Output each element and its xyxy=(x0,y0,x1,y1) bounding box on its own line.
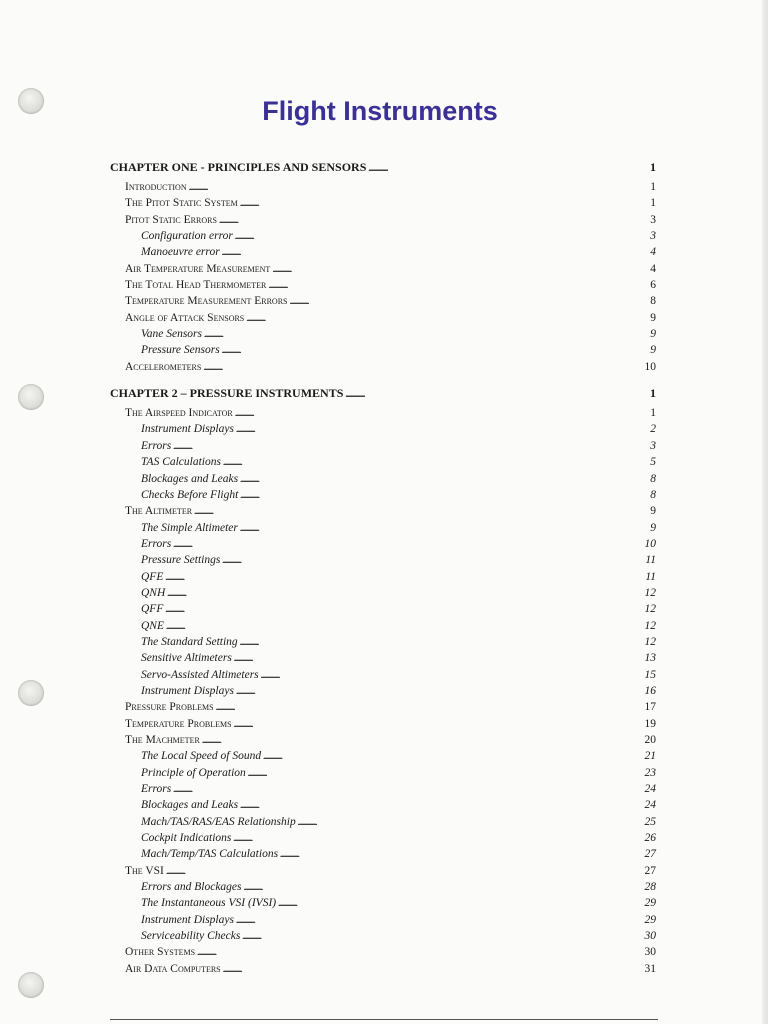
dot-leader xyxy=(173,781,642,797)
toc-entry-page-number: 9 xyxy=(650,344,656,357)
toc-entry-sub xyxy=(110,846,656,862)
toc-entry-sub xyxy=(110,536,656,552)
toc-entry-label: Blockages and Leaks xyxy=(141,799,239,812)
toc-entry-label: Other Systems xyxy=(125,946,196,959)
toc-entry-page-number: 4 xyxy=(650,246,656,259)
toc-entry-sub xyxy=(110,569,656,585)
toc-entry-section xyxy=(110,359,656,375)
toc-entry-page-number: 9 xyxy=(650,505,656,518)
toc-entry-sub xyxy=(110,421,656,437)
toc-entry-page-number: 1 xyxy=(650,386,656,401)
toc-entry-page-number: 12 xyxy=(644,603,656,616)
dot-leader xyxy=(345,381,644,406)
toc-entry-label: Configuration error xyxy=(141,230,233,243)
toc-entry-label: Pressure Sensors xyxy=(141,344,220,357)
dot-leader xyxy=(167,585,642,601)
toc-entry-page-number: 19 xyxy=(644,717,656,730)
toc-entry-page-number: 9 xyxy=(650,311,656,324)
toc-entry-page-number: 8 xyxy=(650,472,656,485)
toc-entry-section xyxy=(110,277,656,293)
toc-entry-label: Pressure Settings xyxy=(141,554,221,567)
toc-entry-sub xyxy=(110,797,656,813)
toc-entry-label: TAS Calculations xyxy=(141,456,221,469)
toc-entry-label: CHAPTER 2 – PRESSURE INSTRUMENTS xyxy=(110,386,344,401)
toc-entry-sub xyxy=(110,765,656,781)
toc-entry-sub xyxy=(110,471,656,487)
toc-entry-sub xyxy=(110,748,656,764)
dot-leader xyxy=(204,326,644,342)
toc-entry-page-number: 28 xyxy=(644,881,656,894)
toc-entry-sub xyxy=(110,487,656,503)
toc-entry-sub xyxy=(110,814,656,830)
dot-leader xyxy=(240,195,644,211)
toc-entry-label: Mach/Temp/TAS Calculations xyxy=(141,848,279,861)
toc-entry-section xyxy=(110,212,656,228)
toc-entry-page-number: 29 xyxy=(644,913,656,926)
toc-entry-sub xyxy=(110,634,656,650)
toc-entry-label: The Simple Altimeter xyxy=(141,521,238,534)
toc-entry-label: Instrument Displays xyxy=(141,423,234,436)
toc-entry-label: Angle of Attack Sensors xyxy=(125,311,245,324)
toc-entry-label: Air Temperature Measurement xyxy=(125,262,271,275)
dot-leader xyxy=(240,520,644,536)
dot-leader xyxy=(246,310,644,326)
toc-entry-label: The Local Speed of Sound xyxy=(141,750,262,763)
dot-leader xyxy=(236,683,643,699)
toc-entry-page-number: 27 xyxy=(644,848,656,861)
toc-entry-label: Cockpit Indications xyxy=(141,832,232,845)
toc-entry-label: Principle of Operation xyxy=(141,766,246,779)
toc-entry-sub xyxy=(110,830,656,846)
toc-entry-sub xyxy=(110,438,656,454)
toc-entry-chapter xyxy=(110,381,656,405)
dot-leader xyxy=(242,928,642,944)
dot-leader xyxy=(202,732,643,748)
toc-entry-page-number: 27 xyxy=(644,864,656,877)
dot-leader xyxy=(278,895,642,911)
toc-entry-section xyxy=(110,405,656,421)
toc-entry-page-number: 3 xyxy=(650,439,656,452)
toc-entry-label: Air Data Computers xyxy=(125,962,221,975)
toc-entry-label: The Machmeter xyxy=(125,734,200,746)
toc-entry-label: The Pitot Static System xyxy=(125,197,238,210)
dot-leader xyxy=(268,277,644,293)
toc-entry-sub xyxy=(110,228,656,244)
dot-leader xyxy=(248,765,643,781)
toc-entry-page-number: 30 xyxy=(644,946,656,959)
toc-entry-label: QNH xyxy=(141,586,166,599)
toc-entry-section xyxy=(110,261,656,277)
toc-entry-section xyxy=(110,732,656,748)
toc-entry-sub xyxy=(110,895,656,911)
toc-entry-page-number: 30 xyxy=(644,930,656,943)
toc-entry-page-number: 5 xyxy=(650,456,656,469)
binder-hole xyxy=(18,680,44,706)
toc-entry-sub xyxy=(110,552,656,568)
dot-leader xyxy=(234,716,643,732)
toc-entry-sub xyxy=(110,342,656,358)
footer-rule xyxy=(110,1019,658,1020)
dot-leader xyxy=(234,650,643,666)
toc-entry-label: Mach/TAS/RAS/EAS Relationship xyxy=(141,815,296,828)
toc-entry-page-number: 12 xyxy=(644,619,656,632)
toc-entry-label: QNE xyxy=(141,619,164,632)
toc-entry-label: The Standard Setting xyxy=(141,635,238,648)
toc-entry-page-number: 13 xyxy=(644,652,656,665)
toc-entry-label: Introduction xyxy=(125,181,187,193)
dot-leader xyxy=(290,293,645,309)
toc-entry-page-number: 23 xyxy=(644,766,656,779)
dot-leader xyxy=(240,487,644,503)
dot-leader xyxy=(222,244,644,260)
toc-entry-label: The Altimeter xyxy=(125,505,193,518)
toc-entry-label: The VSI xyxy=(125,864,164,877)
toc-entry-page-number: 9 xyxy=(650,328,656,341)
dot-leader xyxy=(223,454,644,470)
dot-leader xyxy=(240,471,644,487)
toc-entry-page-number: 12 xyxy=(644,586,656,599)
toc-entry-label: Servo-Assisted Altimeters xyxy=(141,668,259,681)
dot-leader xyxy=(197,944,642,960)
toc-entry-label: Checks Before Flight xyxy=(141,488,239,501)
toc-entry-page-number: 1 xyxy=(650,181,656,193)
toc-entry-sub xyxy=(110,667,656,683)
dot-leader xyxy=(165,569,643,585)
toc-entry-label: Pitot Static Errors xyxy=(125,213,217,226)
toc-entry-page-number: 3 xyxy=(650,230,656,243)
dot-leader xyxy=(261,667,643,683)
toc-entry-label: The Total Head Thermometer xyxy=(125,279,267,292)
toc-entry-page-number: 15 xyxy=(644,668,656,681)
toc-entry-sub xyxy=(110,618,656,634)
toc-entry-page-number: 25 xyxy=(644,815,656,828)
toc-entry-page-number: 31 xyxy=(644,962,656,975)
toc-entry-page-number: 1 xyxy=(650,160,656,174)
dot-leader xyxy=(298,814,643,830)
toc-entry-section xyxy=(110,293,656,309)
toc-entry-label: Manoeuvre error xyxy=(141,246,220,259)
toc-entry-chapter xyxy=(110,155,656,179)
binder-hole xyxy=(18,972,44,998)
dot-leader xyxy=(223,961,643,977)
toc-entry-label: Temperature Problems xyxy=(125,717,232,730)
toc-entry-sub xyxy=(110,683,656,699)
toc-entry-sub xyxy=(110,601,656,617)
toc-entry-section xyxy=(110,716,656,732)
dot-leader xyxy=(235,405,644,421)
toc-entry-label: Instrument Displays xyxy=(141,684,234,697)
toc-entry-section xyxy=(110,944,656,960)
toc-entry-page-number: 4 xyxy=(650,262,656,275)
dot-leader xyxy=(280,846,642,862)
toc-entry-section xyxy=(110,503,656,519)
table-of-contents xyxy=(110,155,656,977)
dot-leader xyxy=(272,261,644,277)
page-title: Flight Instruments xyxy=(262,96,498,126)
dot-leader xyxy=(240,797,642,813)
toc-entry-sub xyxy=(110,244,656,260)
dot-leader xyxy=(240,634,643,650)
toc-entry-page-number: 8 xyxy=(650,295,656,308)
toc-entry-label: QFF xyxy=(141,603,164,616)
toc-entry-sub xyxy=(110,781,656,797)
toc-entry-sub xyxy=(110,879,656,895)
toc-entry-label: Instrument Displays xyxy=(141,913,234,926)
dot-leader xyxy=(189,179,644,195)
toc-entry-sub xyxy=(110,454,656,470)
dot-leader xyxy=(236,912,643,928)
dot-leader xyxy=(263,748,642,764)
toc-entry-page-number: 24 xyxy=(644,799,656,812)
dot-leader xyxy=(166,863,643,879)
toc-entry-section xyxy=(110,179,656,195)
dot-leader xyxy=(244,879,643,895)
toc-entry-page-number: 1 xyxy=(650,407,656,420)
dot-leader xyxy=(233,830,642,846)
toc-entry-page-number: 6 xyxy=(650,279,656,292)
dot-leader xyxy=(173,438,644,454)
dot-leader xyxy=(222,342,644,358)
toc-entry-page-number: 16 xyxy=(644,684,656,697)
toc-entry-label: Blockages and Leaks xyxy=(141,472,239,485)
dot-leader xyxy=(219,212,644,228)
toc-entry-sub xyxy=(110,928,656,944)
toc-entry-label: Errors xyxy=(141,783,172,796)
toc-entry-label: Pressure Problems xyxy=(125,701,214,714)
toc-entry-section xyxy=(110,699,656,715)
toc-entry-section xyxy=(110,195,656,211)
toc-entry-label: Errors xyxy=(141,439,172,452)
toc-entry-page-number: 12 xyxy=(644,635,656,648)
toc-entry-label: CHAPTER ONE - PRINCIPLES AND SENSORS xyxy=(110,160,367,174)
toc-entry-label: The Airspeed Indicator xyxy=(125,407,233,420)
dot-leader xyxy=(216,699,643,715)
toc-entry-page-number: 20 xyxy=(644,734,656,746)
toc-entry-section xyxy=(110,961,656,977)
dot-leader xyxy=(236,421,644,437)
toc-entry-page-number: 11 xyxy=(645,570,656,583)
toc-entry-label: The Instantaneous VSI (IVSI) xyxy=(141,897,277,910)
dot-leader xyxy=(222,552,643,568)
toc-entry-sub xyxy=(110,326,656,342)
toc-entry-page-number: 2 xyxy=(650,423,656,436)
toc-entry-label: Sensitive Altimeters xyxy=(141,652,232,665)
toc-entry-sub xyxy=(110,650,656,666)
toc-entry-page-number: 26 xyxy=(644,832,656,845)
toc-entry-sub xyxy=(110,520,656,536)
dot-leader xyxy=(203,359,642,375)
toc-entry-section xyxy=(110,863,656,879)
toc-entry-sub xyxy=(110,912,656,928)
toc-entry-page-number: 3 xyxy=(650,213,656,226)
toc-entry-page-number: 29 xyxy=(644,897,656,910)
toc-entry-section xyxy=(110,310,656,326)
dot-leader xyxy=(165,601,642,617)
toc-entry-page-number: 21 xyxy=(644,750,656,763)
toc-entry-label: Temperature Measurement Errors xyxy=(125,295,288,308)
page-edge xyxy=(762,0,768,1024)
dot-leader xyxy=(166,618,643,634)
toc-entry-label: Errors xyxy=(141,537,172,550)
toc-entry-label: Vane Sensors xyxy=(141,328,203,341)
toc-entry-page-number: 10 xyxy=(644,360,656,373)
toc-entry-label: QFE xyxy=(141,570,164,583)
toc-entry-label: Errors and Blockages xyxy=(141,881,242,894)
toc-entry-label: Serviceability Checks xyxy=(141,930,241,943)
dot-leader xyxy=(173,536,642,552)
toc-entry-page-number: 10 xyxy=(644,537,656,550)
toc-entry-page-number: 9 xyxy=(650,521,656,534)
binder-hole xyxy=(18,384,44,410)
dot-leader xyxy=(194,503,644,519)
toc-entry-page-number: 17 xyxy=(644,701,656,714)
toc-entry-label: Accelerometers xyxy=(125,360,202,373)
dot-leader xyxy=(235,228,644,244)
toc-entry-page-number: 11 xyxy=(645,554,656,567)
toc-entry-page-number: 1 xyxy=(650,197,656,210)
dot-leader xyxy=(368,155,644,180)
toc-entry-page-number: 8 xyxy=(650,488,656,501)
toc-entry-sub xyxy=(110,585,656,601)
toc-entry-page-number: 24 xyxy=(644,783,656,796)
